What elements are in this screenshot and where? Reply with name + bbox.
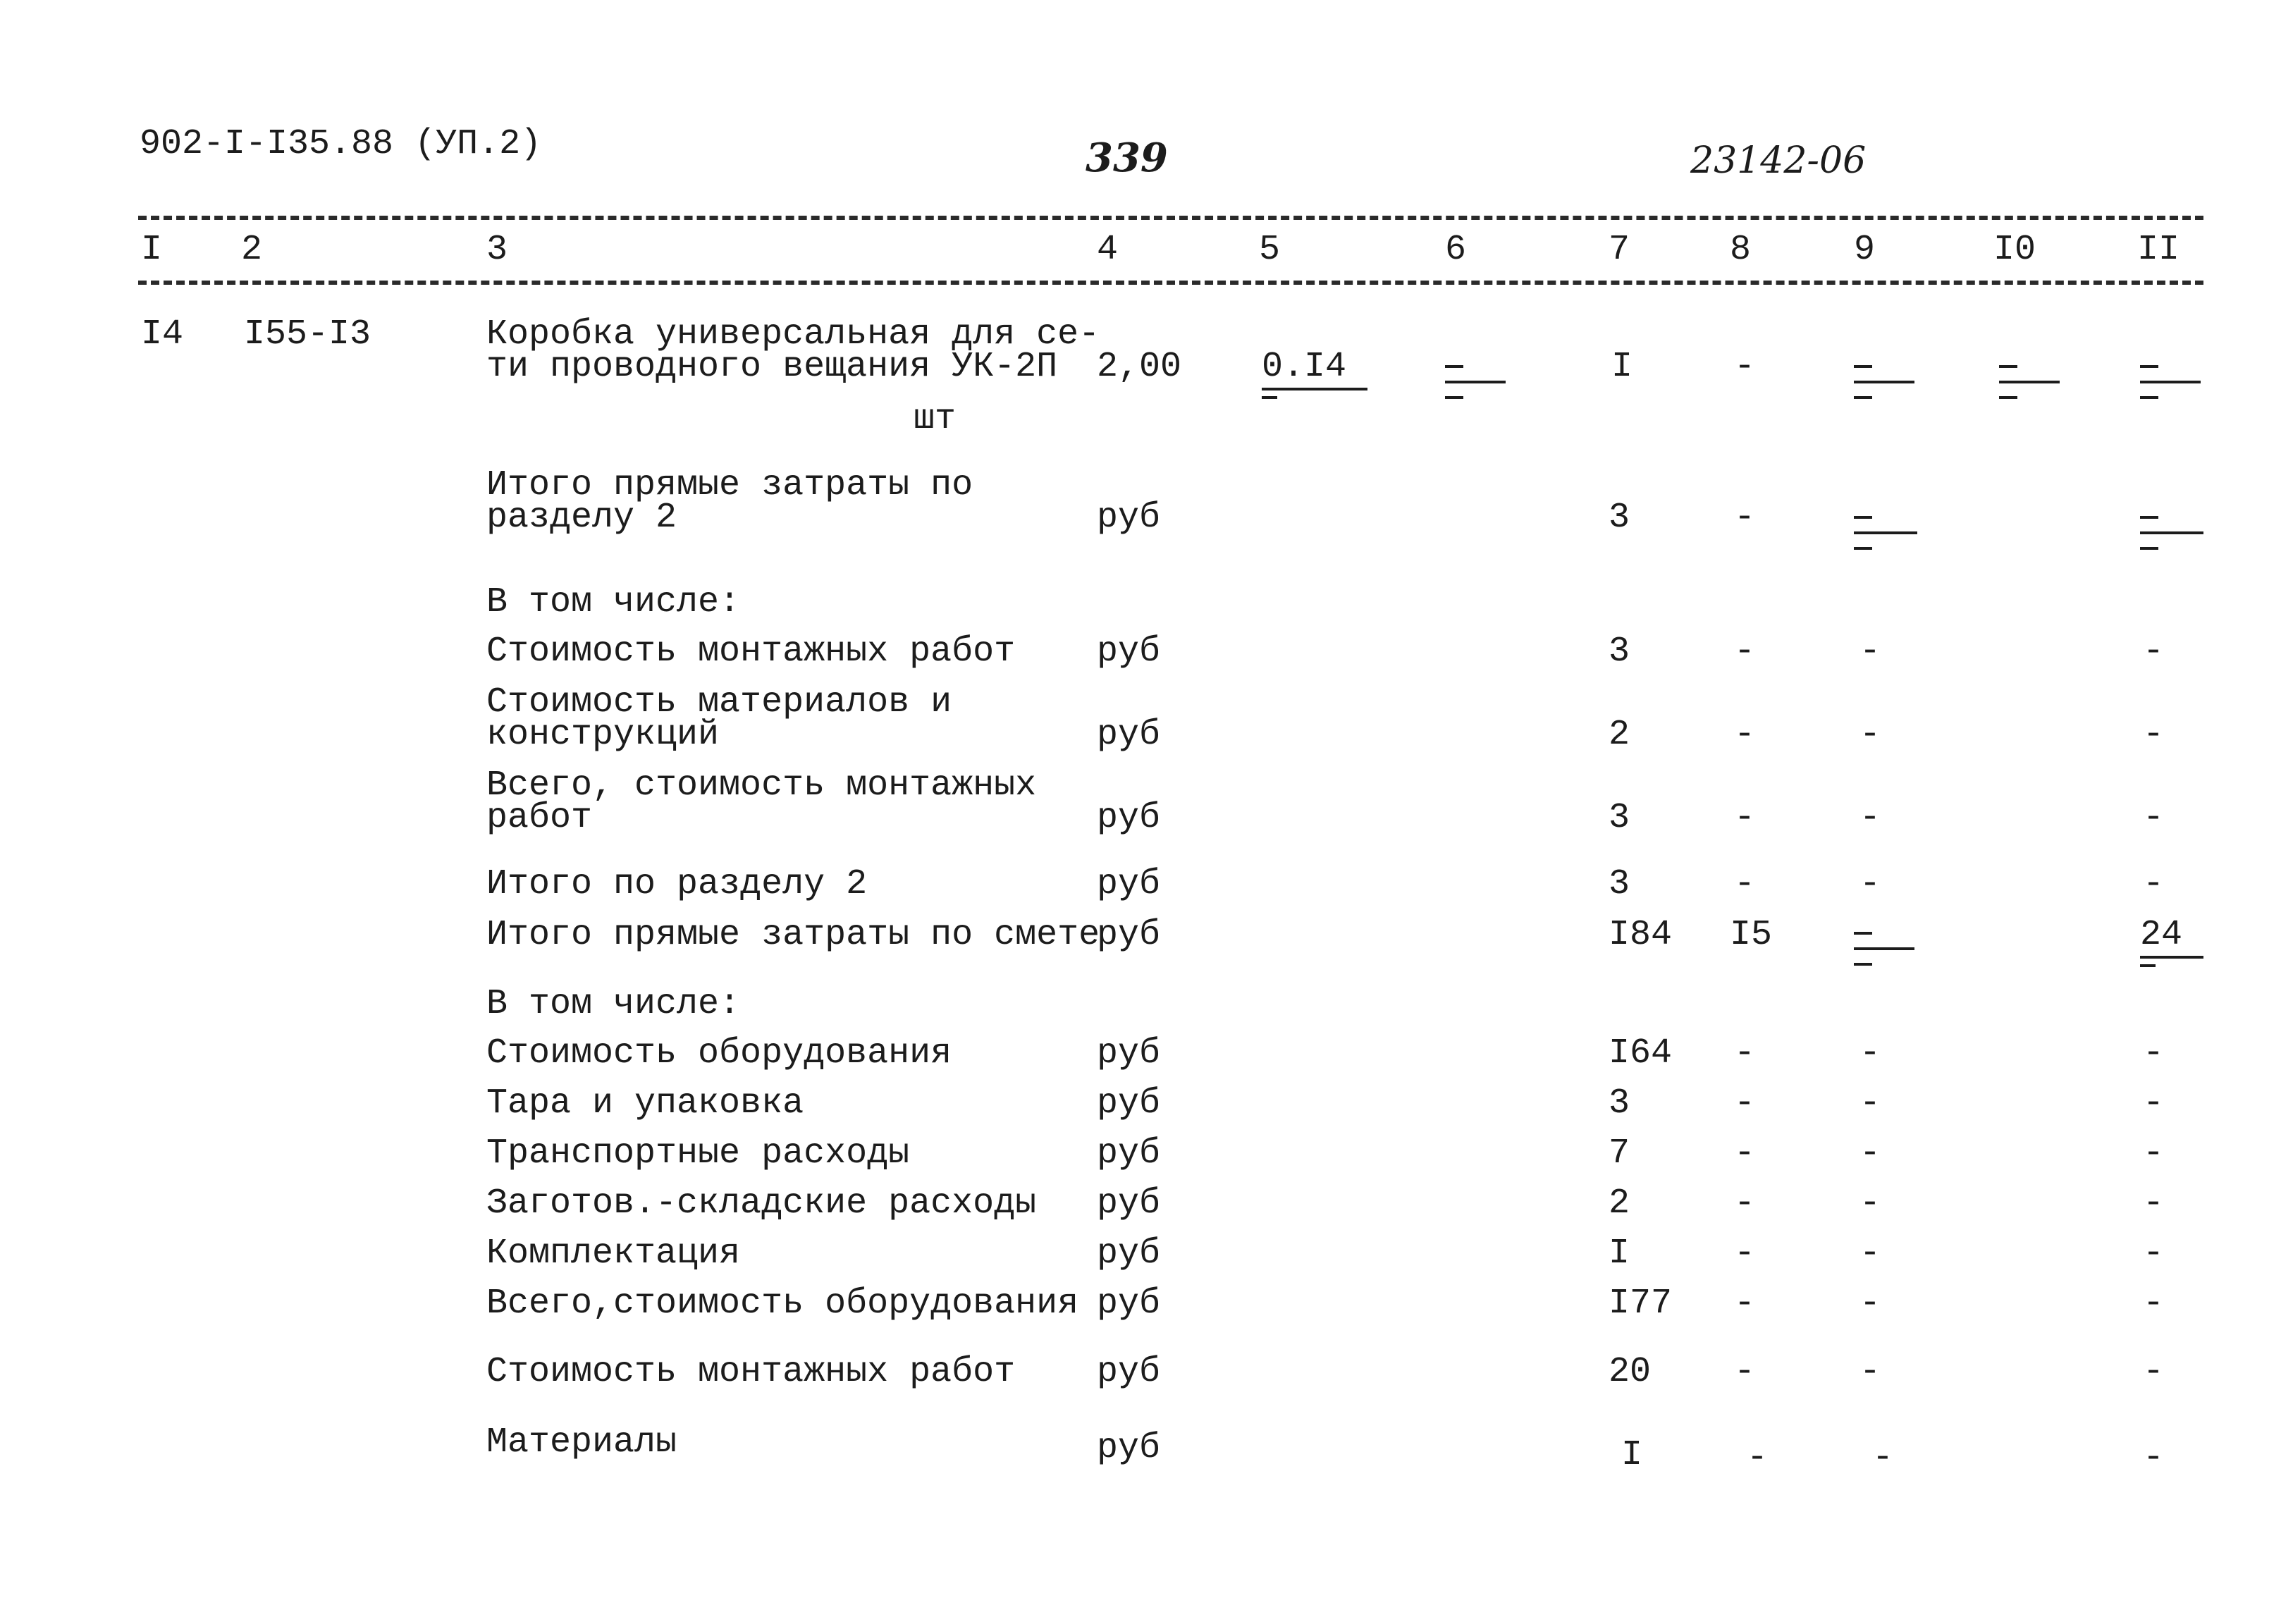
row-col11: - <box>2143 1083 2165 1124</box>
row-label: Стоимость оборудования <box>486 1033 952 1074</box>
item-col11-fraction <box>2140 365 2203 393</box>
row-col9: - <box>1859 1284 1881 1324</box>
item-col5-sub-dash <box>1262 396 1325 424</box>
row-col9: - <box>1859 1183 1881 1224</box>
item-number: I4 <box>141 314 184 355</box>
row-col7: I64 <box>1609 1033 1673 1074</box>
row-col11: - <box>2143 632 2165 672</box>
estimate-total-col11-sub-dash <box>2140 964 2203 992</box>
col-header-8: 8 <box>1730 230 1752 270</box>
section-total-col11-fraction <box>2140 516 2203 544</box>
item-col10-fraction <box>1999 365 2062 393</box>
including-heading-2: В том числе: <box>486 984 741 1024</box>
row-col9: - <box>1859 1083 1881 1124</box>
row-col9: - <box>1859 1234 1881 1274</box>
row-col9: - <box>1859 1133 1881 1174</box>
section-total-label-line1: Итого прямые затраты по <box>486 465 973 505</box>
row-label: Заготов.-складские расходы <box>486 1183 1037 1224</box>
section-total-label-line2: разделу 2 <box>486 498 677 538</box>
item-code: I55-I3 <box>244 314 371 355</box>
estimate-total-col7: I84 <box>1609 915 1673 955</box>
item-quantity: 2,00 <box>1097 347 1182 387</box>
row-col8: - <box>1747 1438 1769 1478</box>
row-label-line2: работ <box>486 798 593 838</box>
row-col9: - <box>1859 1033 1881 1074</box>
col-header-3: 3 <box>486 230 508 270</box>
row-col11: - <box>2143 715 2165 755</box>
estimate-total-label: Итого прямые затраты по смете <box>486 915 1100 955</box>
row-col9: - <box>1872 1438 1894 1478</box>
col-header-4: 4 <box>1097 230 1119 270</box>
header-rule-bottom <box>138 281 2203 285</box>
item-unit: шт <box>914 399 957 439</box>
row-col7: I77 <box>1609 1284 1673 1324</box>
row-col11: - <box>2143 1183 2165 1224</box>
item-col6-fraction <box>1445 365 1508 393</box>
row-col11: - <box>2143 864 2165 904</box>
row-col8: - <box>1734 1033 1756 1074</box>
row-unit: руб <box>1097 1352 1161 1392</box>
row-col8: - <box>1734 1284 1756 1324</box>
row-label: Всего, стоимость монтажных <box>486 765 1037 806</box>
section-total-col7: 3 <box>1609 498 1630 538</box>
row-col9: - <box>1859 798 1881 838</box>
row-col7: 3 <box>1609 864 1630 904</box>
row-col11: - <box>2143 1133 2165 1174</box>
row-label: Комплектация <box>486 1234 741 1274</box>
archive-number: 23142-06 <box>1690 140 1867 182</box>
row-col7: 2 <box>1609 1183 1630 1224</box>
row-col11: - <box>2143 798 2165 838</box>
row-col8: - <box>1734 632 1756 672</box>
row-col8: - <box>1734 864 1756 904</box>
estimate-total-col9-fraction <box>1854 932 1917 960</box>
section-total-col8: - <box>1734 498 1756 538</box>
page-number: 339 <box>1086 135 1168 181</box>
row-label: Стоимость материалов и <box>486 682 952 722</box>
header-rule-top <box>138 216 2203 220</box>
row-col11: - <box>2143 1033 2165 1074</box>
item-col8-value: - <box>1734 347 1756 387</box>
row-col9: - <box>1859 715 1881 755</box>
row-label: Стоимость монтажных работ <box>486 632 1016 672</box>
row-col8: - <box>1734 1234 1756 1274</box>
row-unit: руб <box>1097 798 1161 838</box>
item-name-line1: Коробка универсальная для се- <box>486 314 1100 355</box>
row-col7: 3 <box>1609 1083 1630 1124</box>
item-col5-value: 0.I4 <box>1262 350 1367 390</box>
row-label: Тара и упаковка <box>486 1083 804 1124</box>
col-header-2: 2 <box>241 230 263 270</box>
row-unit: руб <box>1097 1284 1161 1324</box>
including-heading-1: В том числе: <box>486 582 741 622</box>
section-total-col9-fraction <box>1854 516 1917 544</box>
document-code: 902-I-I35.88 (УП.2) <box>140 124 542 164</box>
row-label: Транспортные расходы <box>486 1133 910 1174</box>
item-col7-value: I <box>1611 347 1633 387</box>
col-header-10: I0 <box>1993 230 2036 270</box>
row-unit: руб <box>1097 1133 1161 1174</box>
item-col9-fraction <box>1854 365 1917 393</box>
row-col7: 20 <box>1609 1352 1652 1392</box>
row-unit: руб <box>1097 715 1161 755</box>
row-label: Стоимость монтажных работ <box>486 1352 1016 1392</box>
row-label-line2: конструкций <box>486 715 720 755</box>
row-col7: I <box>1621 1435 1643 1475</box>
row-label: Материалы <box>486 1422 677 1463</box>
row-label: Итого по разделу 2 <box>486 864 868 904</box>
row-label: Всего,стоимость оборудования <box>486 1284 1079 1324</box>
col-header-5: 5 <box>1259 230 1281 270</box>
row-col8: - <box>1734 1183 1756 1224</box>
section-total-unit: руб <box>1097 498 1161 538</box>
col-header-7: 7 <box>1609 230 1630 270</box>
row-col8: - <box>1734 1352 1756 1392</box>
row-col8: - <box>1734 798 1756 838</box>
row-col7: 3 <box>1609 798 1630 838</box>
estimate-total-col11: 24 <box>2140 918 2203 959</box>
row-col7: 3 <box>1609 632 1630 672</box>
row-unit: руб <box>1097 1428 1161 1468</box>
row-col8: - <box>1734 1133 1756 1174</box>
col-header-1: I <box>141 230 163 270</box>
row-col8: - <box>1734 1083 1756 1124</box>
row-col9: - <box>1859 864 1881 904</box>
row-unit: руб <box>1097 632 1161 672</box>
item-name-line2: ти проводного вещания УК-2П <box>486 347 1058 387</box>
row-col11: - <box>2143 1284 2165 1324</box>
row-col9: - <box>1859 1352 1881 1392</box>
row-col8: - <box>1734 715 1756 755</box>
row-col9: - <box>1859 632 1881 672</box>
row-col7: 7 <box>1609 1133 1630 1174</box>
estimate-total-col8: I5 <box>1730 915 1773 955</box>
col-header-11: II <box>2137 230 2180 270</box>
row-col11: - <box>2143 1438 2165 1478</box>
row-col7: I <box>1609 1234 1630 1274</box>
row-unit: руб <box>1097 1033 1161 1074</box>
estimate-total-unit: руб <box>1097 915 1161 955</box>
col-header-6: 6 <box>1445 230 1467 270</box>
row-unit: руб <box>1097 1183 1161 1224</box>
row-col7: 2 <box>1609 715 1630 755</box>
col-header-9: 9 <box>1854 230 1876 270</box>
row-col11: - <box>2143 1352 2165 1392</box>
row-col11: - <box>2143 1234 2165 1274</box>
row-unit: руб <box>1097 864 1161 904</box>
row-unit: руб <box>1097 1083 1161 1124</box>
row-unit: руб <box>1097 1234 1161 1274</box>
